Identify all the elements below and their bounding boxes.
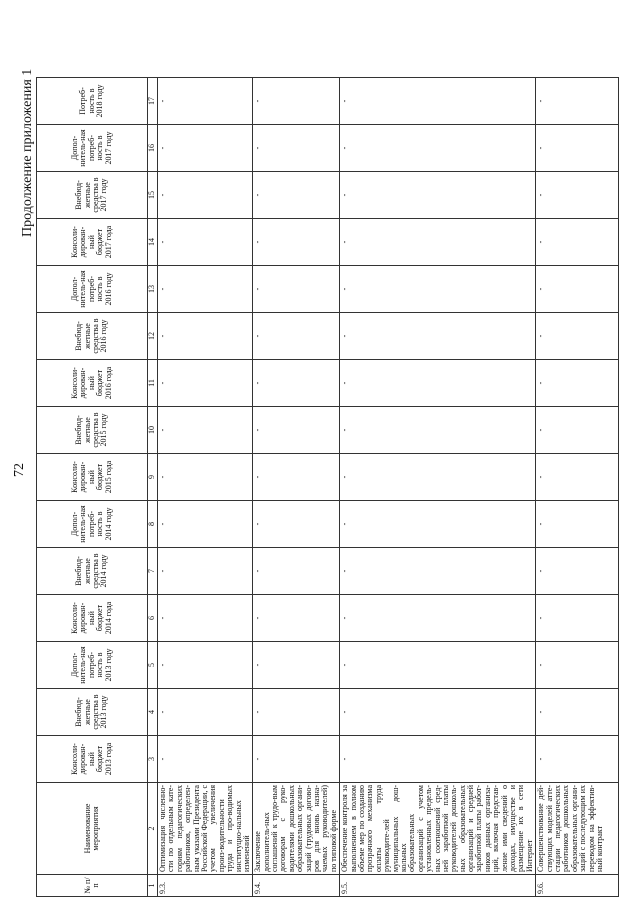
value-cell: - bbox=[340, 125, 536, 172]
row-number: 9.5. bbox=[340, 875, 536, 897]
header-cell: Наименование мероприятия bbox=[37, 783, 148, 875]
column-number: 14 bbox=[148, 219, 158, 266]
header-cell: Консоли-дирован-ный бюджет 2013 года bbox=[37, 736, 148, 783]
column-number-row bbox=[148, 78, 158, 897]
value-cell: - bbox=[536, 125, 619, 172]
column-number: 9 bbox=[148, 454, 158, 501]
value-cell: - bbox=[158, 595, 253, 642]
value-cell: - bbox=[158, 642, 253, 689]
value-cell: - bbox=[340, 219, 536, 266]
value-cell: - bbox=[536, 266, 619, 313]
column-number: 11 bbox=[148, 360, 158, 407]
value-cell: - bbox=[253, 407, 340, 454]
value-cell: - bbox=[536, 313, 619, 360]
column-number: 4 bbox=[148, 689, 158, 736]
header-cell: Консоли-дирован-ный бюджет 2017 года bbox=[37, 219, 148, 266]
value-cell: - bbox=[536, 407, 619, 454]
value-cell: - bbox=[253, 360, 340, 407]
header-cell: Допол-нитель-ная потреб-ность в 2017 году bbox=[37, 125, 148, 172]
page-number: 72 bbox=[12, 463, 27, 477]
value-cell: - bbox=[158, 266, 253, 313]
header-cell: Внебюд-жетные средства в 2017 году bbox=[37, 172, 148, 219]
column-number: 15 bbox=[148, 172, 158, 219]
value-cell: - bbox=[158, 548, 253, 595]
value-cell: - bbox=[253, 125, 340, 172]
header-cell: Внебюд-жетные средства в 2015 году bbox=[37, 407, 148, 454]
table-row bbox=[340, 78, 536, 897]
header-cell: Допол-нитель-ная потреб-ность в 2016 году bbox=[37, 266, 148, 313]
column-number: 10 bbox=[148, 407, 158, 454]
column-number: 17 bbox=[148, 78, 158, 125]
measure-name: Заключение дополнитель-ных соглашений к трудо-вым договорам с руко-водителями дошкольных образовательных органи-заций (трудовых догово-ров для вновь назна-чаемых руководителей) по типовой форме bbox=[253, 783, 340, 875]
value-cell: - bbox=[340, 642, 536, 689]
value-cell: - bbox=[340, 266, 536, 313]
row-number: 9.6. bbox=[536, 875, 619, 897]
value-cell: - bbox=[253, 595, 340, 642]
value-cell: - bbox=[340, 689, 536, 736]
value-cell: - bbox=[253, 689, 340, 736]
appendix-title: Продолжение приложения 1 bbox=[20, 68, 35, 237]
header-cell: Допол-нитель-ная потреб-ность в 2014 году bbox=[37, 501, 148, 548]
value-cell: - bbox=[536, 736, 619, 783]
value-cell: - bbox=[536, 219, 619, 266]
measure-name: Оптимизация численно-сти по отдельным кате-гориям педагогических работников, определен-ным указами Президента Российской Федерации, с учетом увеличения произ-водительности труда и про-водимых институцио-нальных изменений bbox=[158, 783, 253, 875]
column-number: 7 bbox=[148, 548, 158, 595]
value-cell: - bbox=[536, 360, 619, 407]
header-row bbox=[37, 78, 148, 897]
column-number: 16 bbox=[148, 125, 158, 172]
value-cell: - bbox=[158, 407, 253, 454]
value-cell: - bbox=[253, 313, 340, 360]
header-cell: Консоли-дирован-ный бюджет 2014 года bbox=[37, 595, 148, 642]
value-cell: - bbox=[536, 172, 619, 219]
value-cell: - bbox=[340, 454, 536, 501]
value-cell: - bbox=[536, 454, 619, 501]
header-cell: Внебюд-жетные средства в 2013 году bbox=[37, 689, 148, 736]
measure-name: Совершенствование дей-ствующих моделей атте-стации педагогических работников дошкольных образовательных органи-заций с последующим их переводом на эффектив-ный контракт bbox=[536, 783, 619, 875]
value-cell: - bbox=[158, 219, 253, 266]
table-row bbox=[536, 78, 619, 897]
value-cell: - bbox=[340, 407, 536, 454]
row-number: 9.4. bbox=[253, 875, 340, 897]
header-cell: Допол-нитель-ная потреб-ность в 2013 году bbox=[37, 642, 148, 689]
value-cell: - bbox=[340, 595, 536, 642]
value-cell: - bbox=[253, 219, 340, 266]
value-cell: - bbox=[158, 360, 253, 407]
value-cell: - bbox=[536, 595, 619, 642]
value-cell: - bbox=[536, 642, 619, 689]
row-number: 9.3. bbox=[158, 875, 253, 897]
column-number: 2 bbox=[148, 783, 158, 875]
value-cell: - bbox=[536, 548, 619, 595]
value-cell: - bbox=[158, 172, 253, 219]
column-number: 6 bbox=[148, 595, 158, 642]
budget-table bbox=[36, 77, 619, 897]
column-number: 5 bbox=[148, 642, 158, 689]
value-cell: - bbox=[158, 313, 253, 360]
value-cell: - bbox=[536, 501, 619, 548]
value-cell: - bbox=[253, 266, 340, 313]
value-cell: - bbox=[158, 689, 253, 736]
value-cell: - bbox=[340, 736, 536, 783]
value-cell: - bbox=[340, 313, 536, 360]
value-cell: - bbox=[158, 125, 253, 172]
value-cell: - bbox=[536, 689, 619, 736]
header-cell: Внебюд-жетные средства в 2016 году bbox=[37, 313, 148, 360]
column-number: 3 bbox=[148, 736, 158, 783]
header-cell: № п/п bbox=[37, 875, 148, 897]
value-cell: - bbox=[340, 172, 536, 219]
value-cell: - bbox=[253, 548, 340, 595]
value-cell: - bbox=[158, 454, 253, 501]
table-row bbox=[253, 78, 340, 897]
value-cell: - bbox=[253, 642, 340, 689]
value-cell: - bbox=[340, 78, 536, 125]
column-number: 12 bbox=[148, 313, 158, 360]
value-cell: - bbox=[158, 501, 253, 548]
header-cell: Консоли-дирован-ный бюджет 2015 года bbox=[37, 454, 148, 501]
value-cell: - bbox=[340, 360, 536, 407]
value-cell: - bbox=[253, 78, 340, 125]
value-cell: - bbox=[253, 172, 340, 219]
value-cell: - bbox=[340, 548, 536, 595]
measure-name: Обеспечение контроля за выполнением в полном объеме мер по созданию прозрачного механизма оплаты труда руководите-лей муниципальных дош-кольных образовательных организаций с учетом установленных предель-ных соотношений сред-ней заработной платы руководителей дошколь-ных образовательных организаций и средней заработной платы работ-ников данных организа-ций, включая представ-ление ими сведений о доходах, имуществе и размещение их в сети Интернет bbox=[340, 783, 536, 875]
column-number: 8 bbox=[148, 501, 158, 548]
value-cell: - bbox=[536, 78, 619, 125]
header-cell: Потреб-ность в 2018 году bbox=[37, 78, 148, 125]
table-row bbox=[158, 78, 253, 897]
column-number: 13 bbox=[148, 266, 158, 313]
value-cell: - bbox=[253, 501, 340, 548]
value-cell: - bbox=[253, 736, 340, 783]
value-cell: - bbox=[158, 78, 253, 125]
header-cell: Консоли-дирован-ный бюджет 2016 года bbox=[37, 360, 148, 407]
value-cell: - bbox=[253, 454, 340, 501]
header-cell: Внебюд-жетные средства в 2014 году bbox=[37, 548, 148, 595]
column-number: 1 bbox=[148, 875, 158, 897]
value-cell: - bbox=[158, 736, 253, 783]
value-cell: - bbox=[340, 501, 536, 548]
